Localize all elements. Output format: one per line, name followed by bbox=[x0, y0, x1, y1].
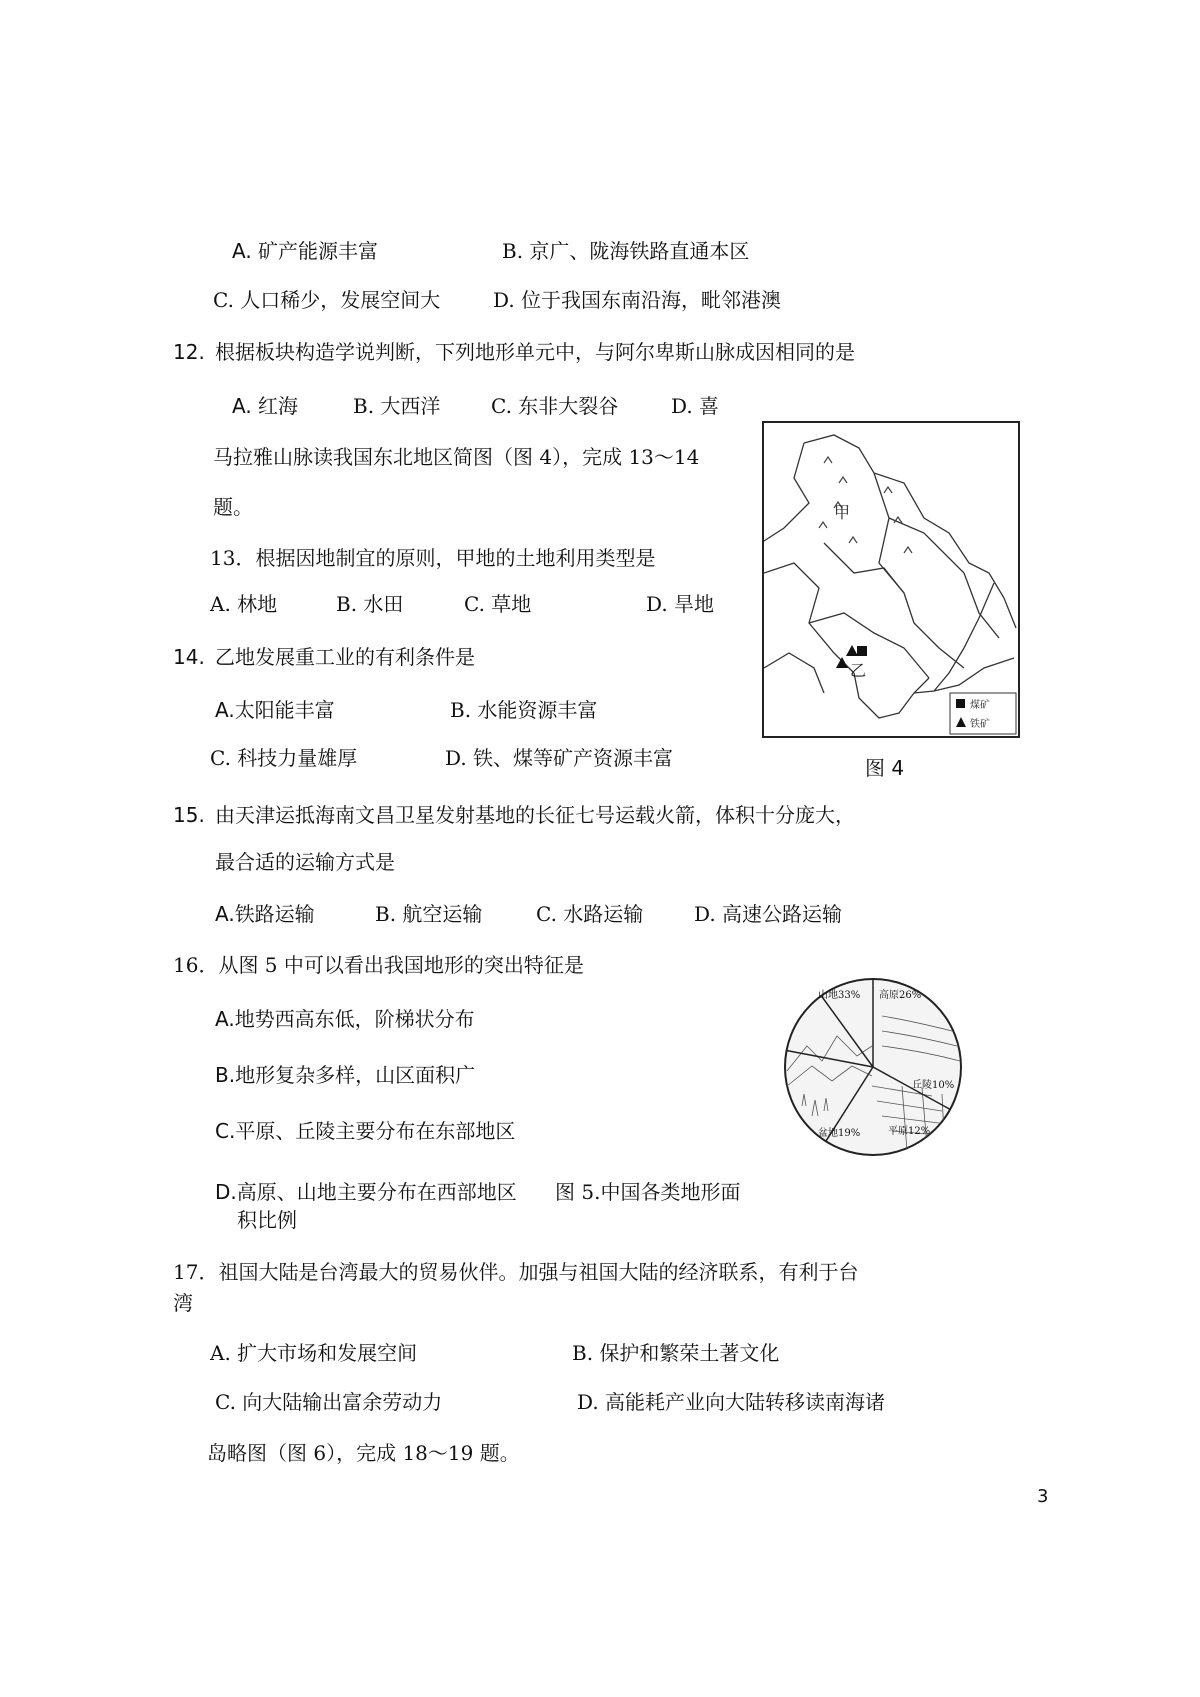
q17-option-b: B. 保护和繁荣土著文化 bbox=[572, 1341, 780, 1365]
q14-option-b: B. 水能资源丰富 bbox=[450, 698, 598, 722]
q16-option-a: A.地势西高东低，阶梯状分布 bbox=[215, 1007, 475, 1031]
map-label-jia: 甲 bbox=[834, 503, 851, 522]
q13-option-b: B. 水田 bbox=[336, 592, 404, 616]
q14-option-a: A.太阳能丰富 bbox=[215, 698, 335, 722]
northeast-china-map bbox=[764, 423, 1018, 736]
q17-continuation: 岛略图（图 6），完成 18～19 题。 bbox=[207, 1441, 520, 1465]
q11-option-a: A. 矿产能源丰富 bbox=[232, 239, 379, 263]
legend-iron-label: 铁矿 bbox=[970, 719, 990, 730]
q15-stem-continued: 最合适的运输方式是 bbox=[215, 850, 395, 874]
q16-stem: 16．从图 5 中可以看出我国地形的突出特征是 bbox=[173, 953, 584, 977]
q11-option-d: D. 位于我国东南沿海，毗邻港澳 bbox=[493, 288, 782, 312]
label-pendi: 盆地19% bbox=[818, 1128, 861, 1139]
figure-4-map bbox=[762, 421, 1020, 738]
q15-stem: 由天津运抵海南文昌卫星发射基地的长征七号运载火箭，体积十分庞大， bbox=[215, 803, 855, 827]
iron-mine-marker-2 bbox=[836, 657, 848, 668]
legend-coal-label: 煤矿 bbox=[970, 700, 990, 711]
label-shandi: 山地33% bbox=[818, 990, 861, 1001]
q17-stem-continued: 湾 bbox=[173, 1291, 193, 1315]
q15-number: 15. bbox=[173, 803, 205, 827]
q15-option-c: C. 水路运输 bbox=[536, 902, 644, 926]
q12-continuation-2: 题。 bbox=[213, 495, 253, 519]
q12-option-a: A. 红海 bbox=[232, 394, 299, 418]
q14-option-d: D. 铁、煤等矿产资源丰富 bbox=[445, 746, 674, 770]
q12-option-d: D. 喜 bbox=[671, 394, 720, 418]
q13-option-a: A. 林地 bbox=[210, 592, 278, 616]
figure-5-caption: 图 5.中国各类地形面 bbox=[555, 1180, 741, 1204]
q11-option-b: B. 京广、陇海铁路直通本区 bbox=[502, 239, 750, 263]
q15-option-d: D. 高速公路运输 bbox=[694, 902, 843, 926]
q12-option-b: B. 大西洋 bbox=[353, 394, 441, 418]
figure-5-caption-2: 积比例 bbox=[237, 1208, 297, 1232]
q17-option-d: D. 高能耗产业向大陆转移读南海诸 bbox=[577, 1390, 886, 1414]
mountain-hatching bbox=[819, 457, 912, 553]
q14-stem: 乙地发展重工业的有利条件是 bbox=[215, 645, 475, 669]
map-label-yi: 乙 bbox=[850, 661, 867, 680]
q16-option-b: B.地形复杂多样，山区面积广 bbox=[215, 1063, 476, 1087]
q14-number: 14. bbox=[173, 645, 205, 669]
q13-option-d: D. 旱地 bbox=[646, 592, 715, 616]
q12-number: 12. bbox=[173, 340, 205, 364]
q12-stem: 根据板块构造学说判断，下列地形单元中，与阿尔卑斯山脉成因相同的是 bbox=[215, 340, 855, 364]
page-number: 3 bbox=[1037, 1486, 1049, 1507]
q17-option-a: A. 扩大市场和发展空间 bbox=[210, 1341, 418, 1365]
q16-option-c: C.平原、丘陵主要分布在东部地区 bbox=[215, 1119, 516, 1143]
q13-option-c: C. 草地 bbox=[464, 592, 532, 616]
q15-option-b: B. 航空运输 bbox=[375, 902, 483, 926]
q17-option-c: C. 向大陆输出富余劳动力 bbox=[215, 1390, 443, 1414]
label-gaoyuan: 高原26% bbox=[879, 990, 922, 1001]
label-qiuling: 丘陵10% bbox=[912, 1080, 955, 1091]
iron-mine-marker bbox=[846, 645, 858, 656]
q11-option-c: C. 人口稀少，发展空间大 bbox=[213, 288, 441, 312]
legend-coal-icon bbox=[956, 699, 965, 708]
figure-4-caption: 图 4 bbox=[865, 756, 905, 780]
label-pingyuan: 平原12% bbox=[888, 1126, 931, 1137]
q17-stem: 17．祖国大陆是台湾最大的贸易伙伴。加强与祖国大陆的经济联系，有利于台 bbox=[173, 1260, 859, 1284]
q14-option-c: C. 科技力量雄厚 bbox=[210, 746, 358, 770]
q12-continuation: 马拉雅山脉读我国东北地区简图（图 4），完成 13～14 bbox=[213, 445, 700, 469]
q12-option-c: C. 东非大裂谷 bbox=[491, 394, 619, 418]
q16-option-d: D.高原、山地主要分布在西部地区 bbox=[215, 1180, 517, 1204]
q15-option-a: A.铁路运输 bbox=[215, 902, 315, 926]
terrain-pie-svg bbox=[782, 976, 964, 1158]
coal-mine-marker bbox=[857, 646, 867, 656]
q13-stem: 13．根据因地制宜的原则，甲地的土地利用类型是 bbox=[210, 546, 656, 570]
figure-5-pie-chart bbox=[782, 976, 964, 1158]
